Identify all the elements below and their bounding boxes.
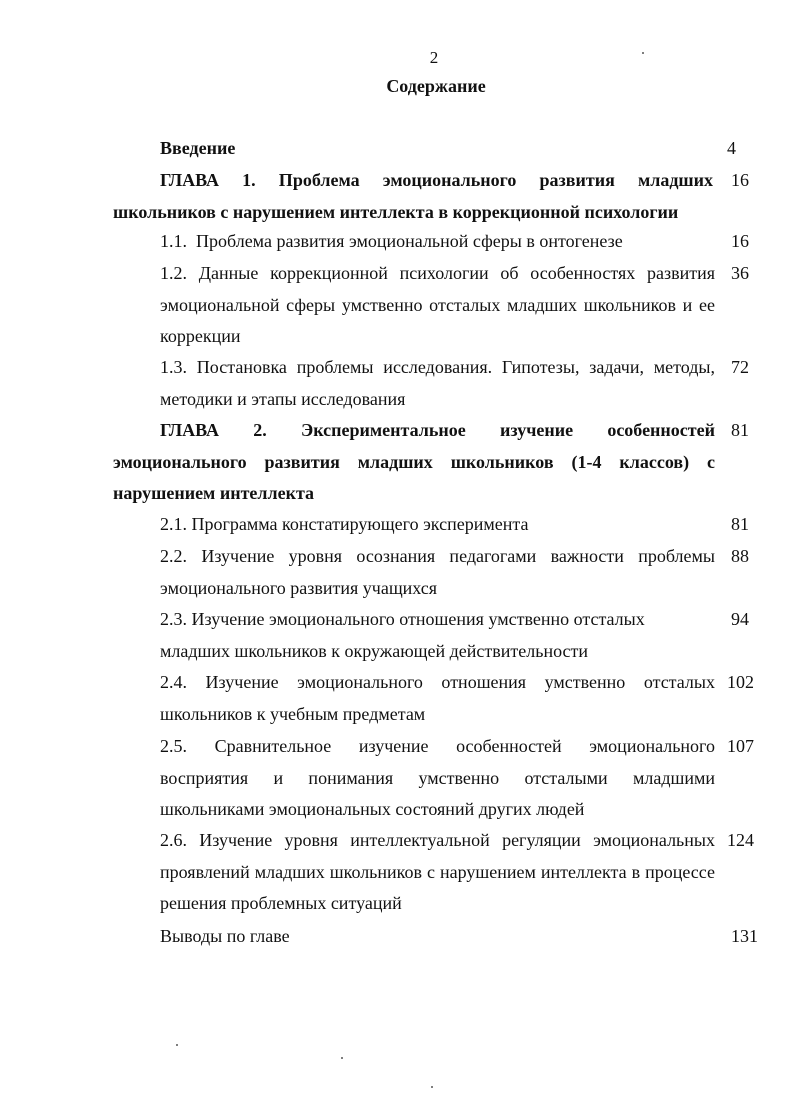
toc-entry-page: 107 — [727, 736, 754, 756]
toc-entry-text: 2.3. Изучение эмоционального отношения умственно отсталых младших школьников к окружающей действительности — [160, 609, 645, 661]
toc-entry-page: 16 — [731, 231, 749, 251]
toc-entry-page: 81 — [731, 420, 749, 440]
toc-entry-text: 1.1. Проблема развития эмоциональной сферы в онтогенезе — [160, 231, 623, 251]
scan-speck — [341, 1057, 343, 1059]
scan-speck — [431, 1086, 433, 1088]
toc-entry-text: Выводы по главе — [160, 926, 290, 946]
toc-entry-page: 72 — [731, 357, 749, 377]
toc-entry-page: 81 — [731, 514, 749, 534]
toc-entry-text: Введение — [160, 138, 236, 158]
toc-entry-text: 2.2. Изучение уровня осознания педагогами важности проблемы эмоционального развития учащихся — [160, 546, 715, 598]
toc-entry-text: 2.5. Сравнительное изучение особенностей эмоционального восприятия и понимания умственно отсталыми младшими школьниками эмоциональных состояний других людей — [160, 736, 715, 820]
toc-entry-page: 88 — [731, 546, 749, 566]
toc-entry-page: 94 — [731, 609, 749, 629]
toc-entry-text: 2.1. Программа констатирующего эксперимента — [160, 514, 529, 534]
scan-speck — [642, 52, 644, 54]
toc-entry-page: 36 — [731, 263, 749, 283]
toc-entry-text: 1.2. Данные коррекционной психологии об особенностях развития эмоциональной сферы умственно отсталых младших школьников и ее коррекции — [160, 263, 715, 347]
toc-entry-text: ГЛАВА 2. Экспериментальное изучение особенностей эмоционального развития младших школьников (1-4 классов) с нарушением интеллекта — [113, 420, 715, 504]
toc-entry-text: 2.6. Изучение уровня интеллектуальной регуляции эмоциональных проявлений младших школьников с нарушением интеллекта в процессе решения проблемных ситуаций — [160, 830, 715, 914]
scan-speck — [176, 1044, 178, 1046]
toc-entry-page: 16 — [731, 170, 749, 190]
page-number: 2 — [429, 48, 439, 67]
page-title: Содержание — [386, 76, 486, 96]
toc-entry-page: 4 — [727, 138, 736, 158]
toc-entry-text: 2.4. Изучение эмоционального отношения умственно отсталых школьников к учебным предметам — [160, 672, 715, 724]
toc-entry-page: 102 — [727, 672, 754, 692]
toc-entry-page: 131 — [731, 926, 758, 946]
toc-entry-text: ГЛАВА 1. Проблема эмоционального развития младших школьников с нарушением интеллекта в коррекционной психологии — [113, 170, 713, 222]
toc-entry-text: 1.3. Постановка проблемы исследования. Гипотезы, задачи, методы, методики и этапы исследования — [160, 357, 715, 409]
toc-entry-page: 124 — [727, 830, 754, 850]
